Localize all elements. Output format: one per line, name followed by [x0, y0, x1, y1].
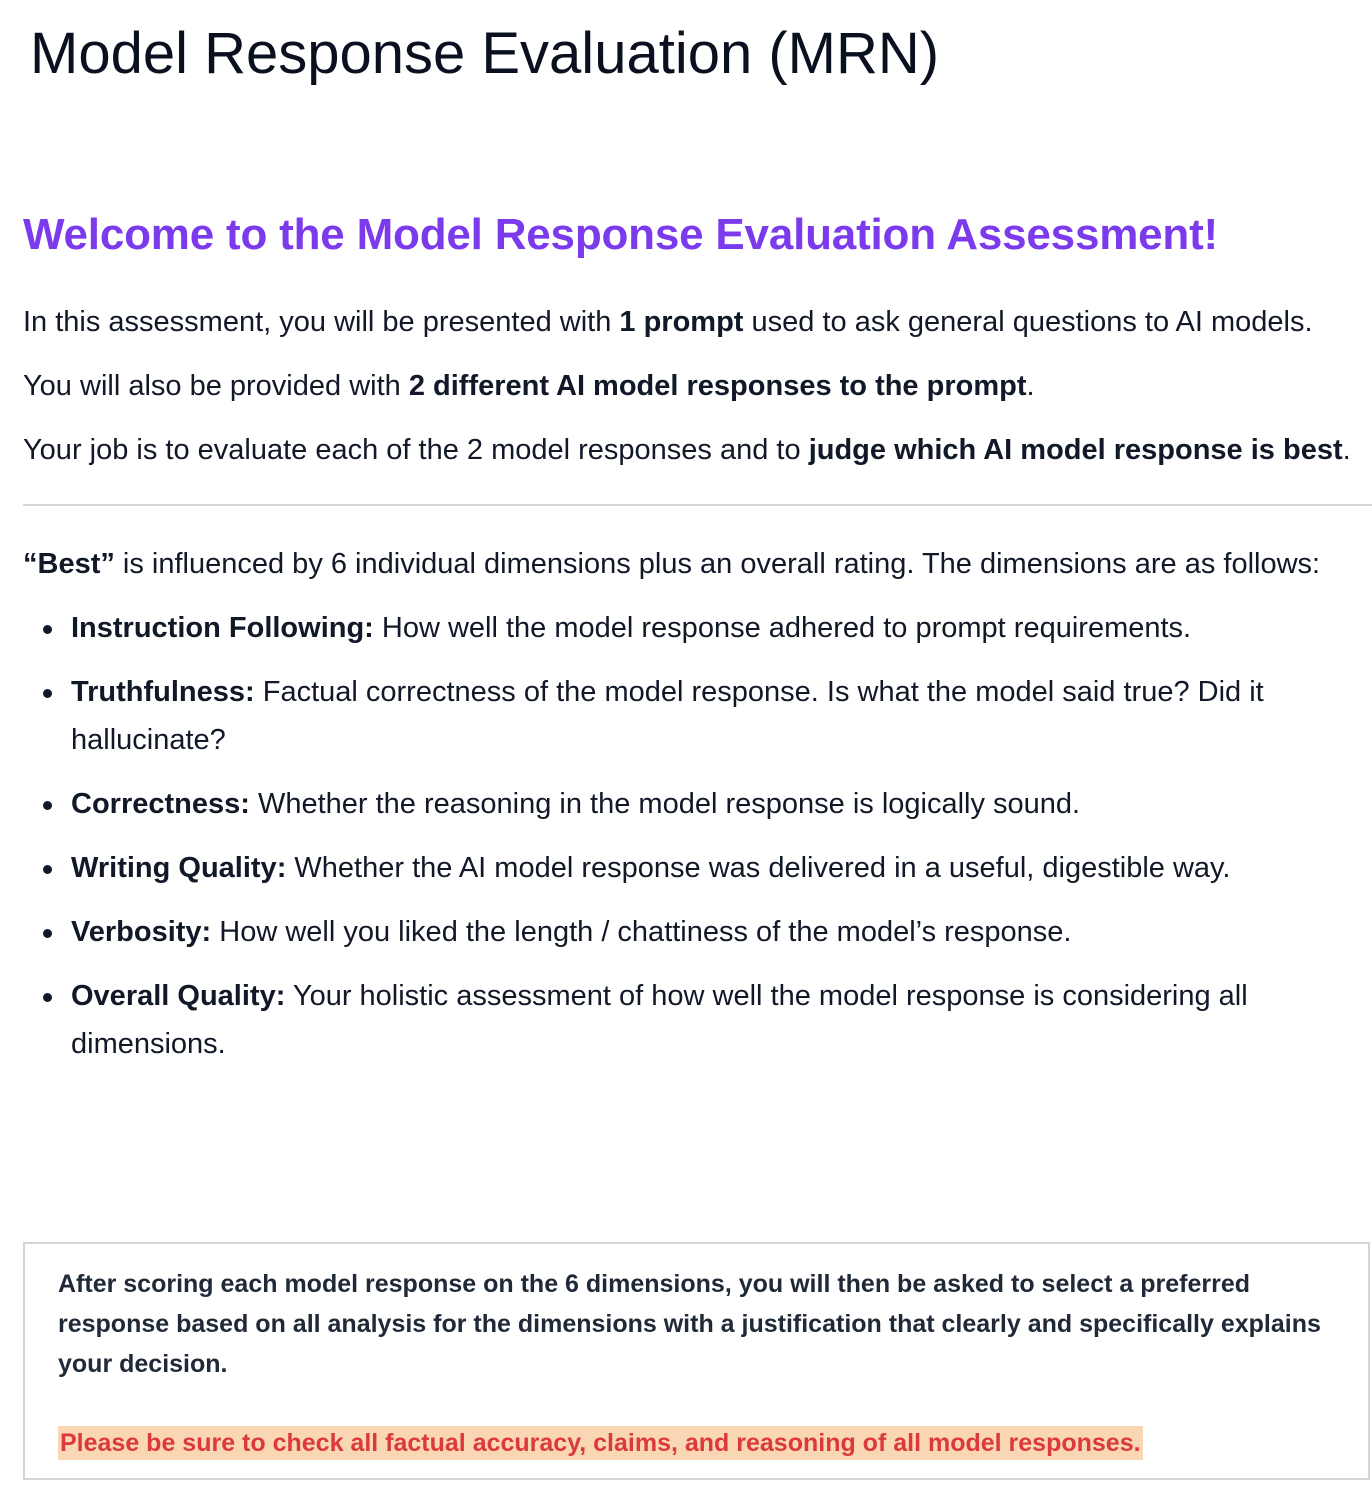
dimensions-intro [23, 540, 1372, 588]
dimension-item-correctness [23, 780, 1372, 828]
intro-p1-text-end: used to ask general questions to AI models. [743, 306, 1313, 338]
intro-p2-text: You will also be provided with [23, 370, 409, 402]
dimension-item-truthfulness [23, 668, 1372, 764]
page-title: Model Response Evaluation (MRN) [30, 21, 940, 86]
dimension-item-instruction-following [23, 604, 1372, 652]
dimension-name: Correctness: [71, 788, 250, 820]
dimension-name: Overall Quality: [71, 980, 286, 1012]
best-term: “Best” [23, 548, 115, 580]
bullet-icon [43, 801, 52, 810]
dimension-name: Writing Quality: [71, 852, 287, 884]
intro-p2-text-end: . [1026, 370, 1035, 402]
instructions-content [23, 200, 1372, 1084]
callout-text: After scoring each model response on the 6 dimensions, you will then be asked to select a preferred response based on all analysis for the dimensions with a justification that clearly and specifically explains your decision. [58, 1270, 1321, 1378]
intro-p3-bold: judge which AI model response is best [808, 434, 1343, 466]
intro-paragraph-responses [23, 362, 1372, 410]
intro-p1-text: In this assessment, you will be presented with [23, 306, 620, 338]
dimension-item-writing-quality [23, 844, 1372, 892]
bullet-icon [43, 689, 52, 698]
dimension-name: Truthfulness: [71, 676, 255, 708]
dimension-description: How well you liked the length / chattiness of the model’s response. [211, 916, 1072, 948]
section-divider [23, 504, 1372, 506]
bullet-icon [43, 929, 52, 938]
dimension-name: Instruction Following: [71, 612, 374, 644]
welcome-heading: Welcome to the Model Response Evaluation Assessment! [23, 210, 1219, 259]
intro-p1-bold: 1 prompt [619, 306, 744, 338]
bullet-icon [43, 865, 52, 874]
dimensions-intro-text: is influenced by 6 individual dimensions plus an overall rating. The dimensions are as follows: [114, 548, 1321, 580]
dimension-description: Whether the reasoning in the model response is logically sound. [249, 788, 1081, 820]
instructions-callout-box [23, 1242, 1370, 1480]
dimension-name: Verbosity: [71, 916, 212, 948]
dimension-item-overall-quality [23, 972, 1372, 1068]
intro-paragraph-job [23, 426, 1372, 474]
intro-paragraph-prompt [23, 298, 1372, 346]
intro-p3-text: Your job is to evaluate each of the 2 model responses and to [23, 434, 809, 466]
bullet-icon [43, 625, 52, 634]
intro-p2-bold: 2 different AI model responses to the prompt [408, 370, 1027, 402]
accuracy-warning: Please be sure to check all factual accuracy, claims, and reasoning of all model responses. [58, 1426, 1143, 1460]
intro-p3-text-end: . [1342, 434, 1351, 466]
dimension-description: Whether the AI model response was delivered in a useful, digestible way. [286, 852, 1231, 884]
dimension-description: Your holistic assessment of how well the model response is considering all dimensions. [71, 980, 1248, 1060]
dimensions-list [23, 604, 1372, 1068]
dimension-description: Factual correctness of the model response. Is what the model said true? Did it hallucinate? [71, 676, 1264, 756]
dimension-description: How well the model response adhered to prompt requirements. [373, 612, 1192, 644]
bullet-icon [43, 993, 52, 1002]
dimension-item-verbosity [23, 908, 1372, 956]
